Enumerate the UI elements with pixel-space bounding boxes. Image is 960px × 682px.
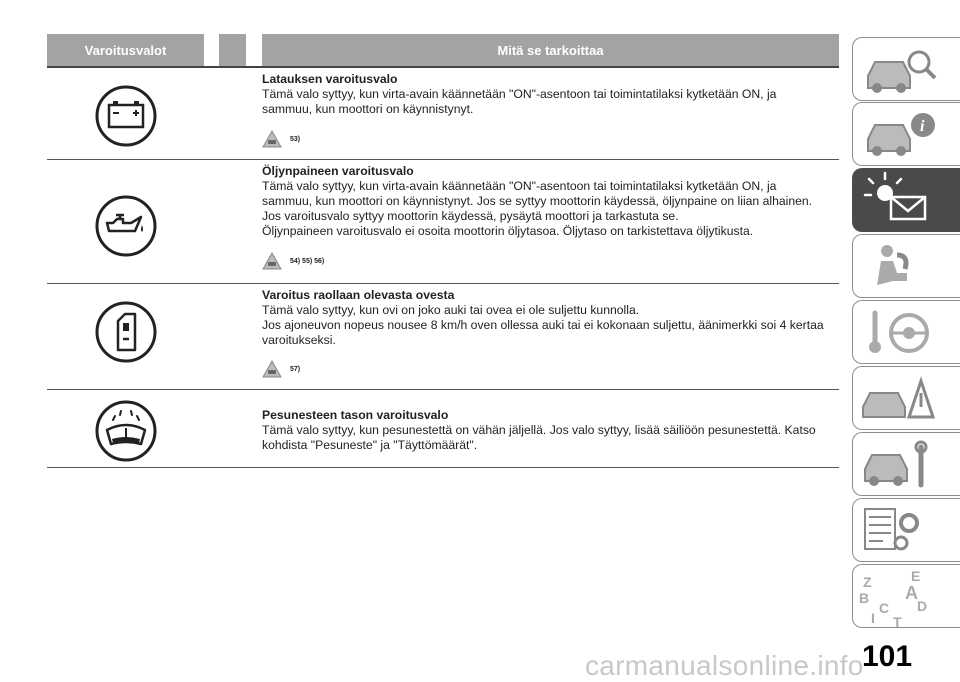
row-title: Latauksen varoitusvalo xyxy=(262,72,398,86)
header-col1-label: Varoitusvalot xyxy=(84,42,167,58)
caution-icon xyxy=(262,252,282,270)
index-letter: A xyxy=(905,583,918,603)
row-line: varoitukseksi. xyxy=(262,333,336,347)
oil-pressure-icon xyxy=(95,195,157,257)
page-number: 101 xyxy=(862,640,913,673)
side-tab-service[interactable] xyxy=(852,432,960,496)
index-letter: D xyxy=(917,598,928,614)
row-divider xyxy=(47,159,839,160)
row-line: Tämä valo syttyy, kun ovi on joko auki tai ovea ei ole suljettu kunnolla. xyxy=(262,303,640,317)
index-letter: E xyxy=(911,568,921,584)
specs-list-gear-icon xyxy=(853,499,960,563)
row-washer-text xyxy=(262,408,840,453)
reference-numbers: 57) xyxy=(290,365,301,373)
side-tab-warning-lights[interactable] xyxy=(852,168,960,232)
index-letter: T xyxy=(893,614,902,629)
row-line: kohdista "Pesuneste" ja "Täyttömäärät". xyxy=(262,438,478,452)
warning-light-message-icon xyxy=(853,169,960,233)
side-tab-starting[interactable] xyxy=(852,300,960,364)
header-warning-lights xyxy=(47,34,204,66)
row-line: sammuu, kun moottori on käynnistynyt. xyxy=(262,102,474,116)
header-divider xyxy=(47,66,839,68)
alphabetical-index-icon xyxy=(853,565,960,629)
row-line: Tämä valo syttyy, kun virta-avain käännetään "ON"-asentoon tai toimintatilaksi kytketään ON, ja xyxy=(262,87,777,101)
row-battery-refs xyxy=(262,130,300,148)
car-emergency-icon xyxy=(853,367,960,431)
washer-fluid-icon xyxy=(95,400,157,462)
row-door-text xyxy=(262,288,840,348)
header-meaning xyxy=(262,34,839,66)
row-line: Jos varoitusvalo syttyy moottorin käydessä, pysäytä moottori ja tarkastuta se. xyxy=(262,209,679,223)
row-line: Jos ajoneuvon nopeus nousee 8 km/h oven ollessa auki tai ei kokonaan suljettu, äänimerkki soi 4 kertaa xyxy=(262,318,824,332)
watermark: carmanualsonline.info xyxy=(585,650,864,681)
row-battery-text xyxy=(262,72,840,117)
door-open-icon xyxy=(95,301,157,363)
row-line: sammuu, kun moottori on käynnistynyt. Jos se syttyy moottorin käydessä, öljynpaine on liian alhainen. xyxy=(262,194,813,208)
airbag-seat-icon xyxy=(853,235,960,299)
index-letter: Z xyxy=(863,574,872,590)
side-tab-specs[interactable] xyxy=(852,498,960,562)
car-info-icon xyxy=(853,103,960,167)
row-title: Pesunesteen tason varoitusvalo xyxy=(262,408,449,422)
index-letter: B xyxy=(859,590,870,606)
row-oil-refs xyxy=(262,252,324,270)
side-tab-index[interactable] xyxy=(852,564,960,628)
svg-text:i: i xyxy=(920,118,925,135)
header-col2-label: Mitä se tarkoittaa xyxy=(497,42,604,58)
side-tab-car-info[interactable] xyxy=(852,102,960,166)
reference-numbers: 53) xyxy=(290,135,301,143)
reference-numbers: 54) 55) 56) xyxy=(290,257,325,265)
side-tab-safety[interactable] xyxy=(852,234,960,298)
row-line: Tämä valo syttyy, kun pesunestettä on vähän jäljellä. Jos valo syttyy, lisää säiliöön pesunestettä. Katso xyxy=(262,423,816,437)
steering-key-icon xyxy=(853,301,960,365)
row-title: Varoitus raollaan olevasta ovesta xyxy=(262,288,455,302)
caution-icon xyxy=(262,360,282,378)
row-divider xyxy=(47,283,839,284)
caution-icon xyxy=(262,130,282,148)
car-search-icon xyxy=(853,38,960,102)
car-service-icon xyxy=(853,433,960,497)
row-divider xyxy=(47,467,839,468)
battery-warning-icon xyxy=(95,85,157,147)
row-line: Tämä valo syttyy, kun virta-avain käännetään "ON"-asentoon tai toimintatilaksi kytketään ON, ja xyxy=(262,179,777,193)
row-title: Öljynpaineen varoitusvalo xyxy=(262,164,414,178)
row-line: Öljynpaineen varoitusvalo ei osoita moottorin öljytasoa. Öljytaso on tarkistettava öljytikusta. xyxy=(262,224,754,238)
row-door-refs xyxy=(262,360,300,378)
row-oil-text xyxy=(262,164,840,239)
header-spacer xyxy=(219,34,246,66)
side-tab-car-search[interactable] xyxy=(852,37,960,101)
index-letter: I xyxy=(871,610,875,626)
side-tab-emergency[interactable] xyxy=(852,366,960,430)
row-divider xyxy=(47,389,839,390)
index-letter: C xyxy=(879,600,890,616)
